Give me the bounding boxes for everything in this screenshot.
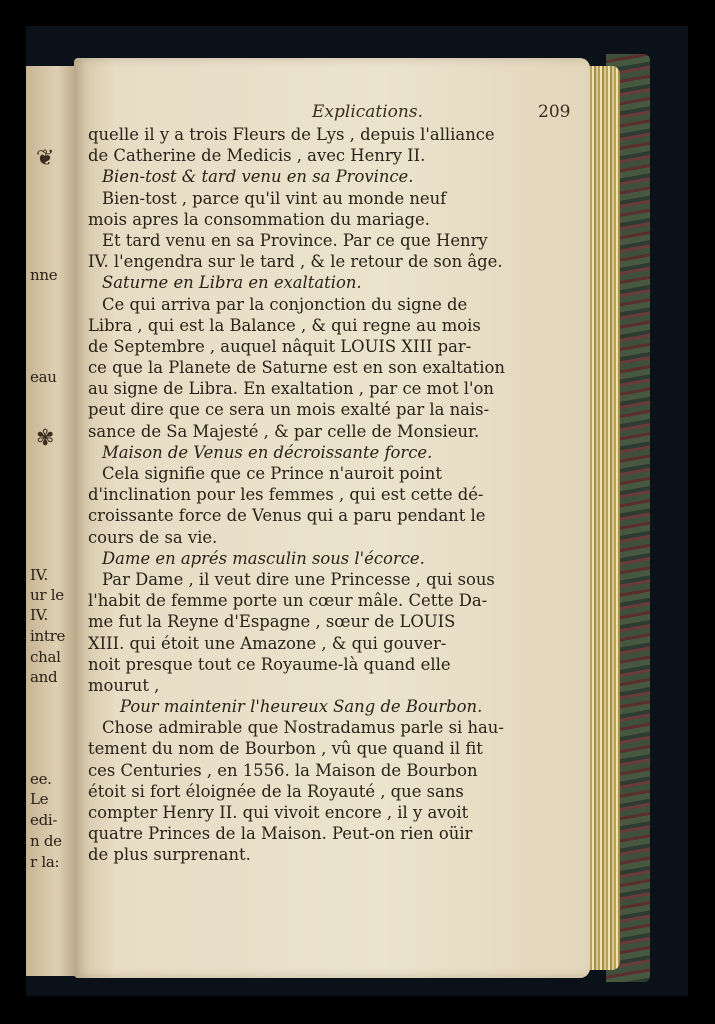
running-title: Explications. <box>312 102 423 122</box>
text-line: cours de sa vie. <box>88 527 218 547</box>
left-fragment: intre <box>30 627 66 645</box>
text-line: étoit si fort éloignée de la Royauté , que sans <box>88 781 464 801</box>
text-line: Par Dame , il veut dire une Princesse , qui sous <box>102 569 495 589</box>
text-line: au signe de Libra. En exaltation , par ce mot l'on <box>88 379 494 399</box>
left-fragment: IV. <box>30 566 49 584</box>
text-line: Chose admirable que Nostradamus parle si hau- <box>102 718 504 738</box>
verse-quote-line: Pour maintenir l'heureux Sang de Bourbon. <box>120 697 483 717</box>
ornament-icon: ✾ <box>36 426 55 451</box>
text-line: Et tard venu en sa Province. Par ce que Henry <box>102 230 488 250</box>
text-line: peut dire que ce sera un mois exalté par la nais- <box>88 400 490 420</box>
text-line: me fut la Reyne d'Espagne , sœur de LOUIS <box>88 612 456 632</box>
text-line: tement du nom de Bourbon , vû que quand il fit <box>88 739 483 759</box>
text-line: ces Centuries , en 1556. la Maison de Bourbon <box>88 760 478 780</box>
text-line: l'habit de femme porte un cœur mâle. Cette Da- <box>88 591 488 611</box>
text-line: ce que la Planete de Saturne est en son exaltation <box>88 358 505 378</box>
text-line: d'inclination pour les femmes , qui est cette dé- <box>88 485 484 505</box>
page-body <box>88 124 508 866</box>
text-line: noit presque tout ce Royaume-là quand elle <box>88 654 451 674</box>
text-line: mois apres la consommation du mariage. <box>88 209 430 229</box>
text-line: Libra , qui est la Balance , & qui regne au mois <box>88 315 481 335</box>
text-line: compter Henry II. qui vivoit encore , il y avoit <box>88 803 469 822</box>
ornament-icon: ❦ <box>36 146 55 171</box>
left-fragment: Le <box>30 790 49 808</box>
left-fragment: and <box>30 668 58 686</box>
left-fragment: IV. <box>30 606 49 624</box>
book-page <box>74 58 590 978</box>
left-fragment: ee. <box>30 770 52 788</box>
left-fragment: r la: <box>30 853 60 871</box>
text-line: croissante force de Venus qui a paru pendant le <box>88 506 486 526</box>
text-line: de plus surprenant. <box>88 845 251 865</box>
text-line: Ce qui arriva par la conjonction du signe de <box>102 294 468 314</box>
left-fragment: ur le <box>30 586 64 604</box>
text-line: de Catherine de Medicis , avec Henry II. <box>88 146 426 166</box>
verse-quote-line: Bien-tost & tard venu en sa Province. <box>102 167 414 187</box>
text-line: XIII. qui étoit une Amazone , & qui gouver- <box>88 633 447 653</box>
text-line: IV. l'engendra sur le tard , & le retour de son âge. <box>88 252 503 272</box>
text-line: de Septembre , auquel nâquit LOUIS XIII par- <box>88 336 472 356</box>
left-fragment: eau <box>30 368 57 386</box>
page-header <box>160 102 571 124</box>
verse-quote-line: Maison de Venus en décroissante force. <box>102 442 433 462</box>
left-fragment: nne <box>30 266 58 284</box>
left-fragment: n de <box>30 832 62 850</box>
verse-quote-line: Dame en aprés masculin sous l'écorce. <box>102 548 425 568</box>
text-line: Cela signifie que ce Prince n'auroit point <box>102 464 442 483</box>
left-fragment: chal <box>30 648 61 666</box>
left-fragment: edi- <box>30 811 58 829</box>
text-line: quelle il y a trois Fleurs de Lys , depuis l'alliance <box>88 125 495 144</box>
previous-page-sliver <box>26 66 78 976</box>
text-line: mourut , <box>88 675 160 695</box>
text-line: quatre Princes de la Maison. Peut-on rien oüir <box>88 824 473 844</box>
text-line: sance de Sa Majesté , & par celle de Monsieur. <box>88 421 480 441</box>
text-line: Bien-tost , parce qu'il vint au monde neuf <box>102 188 447 208</box>
verse-quote-line: Saturne en Libra en exaltation. <box>102 273 362 293</box>
page-number: 209 <box>538 102 571 122</box>
